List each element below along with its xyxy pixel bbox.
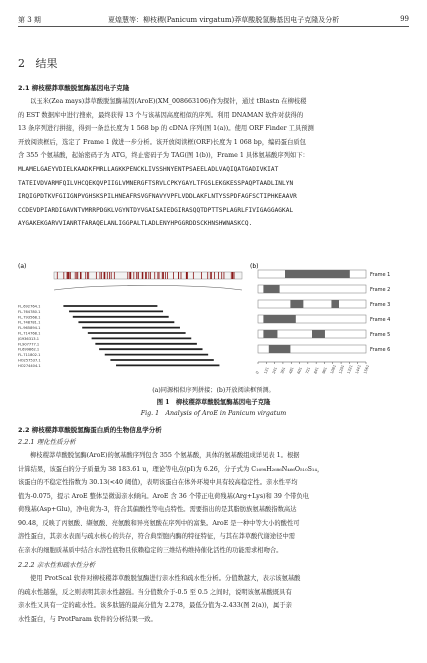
coverage-mark	[211, 272, 212, 279]
tick-label: 481	[288, 366, 295, 375]
coverage-mark	[165, 272, 166, 279]
coverage-mark	[148, 272, 149, 279]
coverage-mark	[100, 272, 101, 279]
coverage-mark	[234, 272, 235, 279]
coverage-mark	[107, 272, 108, 279]
coverage-mark	[87, 272, 88, 279]
subsection-2-2-1-title: 2.2.1 理化性质分析	[18, 438, 76, 446]
frame-label: Frame 3	[370, 302, 391, 308]
orf-block	[269, 345, 291, 353]
coverage-mark	[221, 272, 222, 279]
coverage-mark	[104, 272, 105, 279]
section-heading	[18, 55, 58, 71]
orf-block	[285, 270, 350, 278]
amino-acid-sequence	[18, 163, 409, 231]
issue-number: 第 3 期	[18, 16, 41, 24]
coverage-mark	[109, 272, 110, 279]
coverage-mark	[224, 272, 225, 279]
coverage-mark	[162, 272, 163, 279]
tick-label: 1201	[338, 364, 346, 375]
est-label: FL.714768.1	[18, 331, 41, 336]
text-line: 在亲水的细胞质基质中结合水溶性底物且依赖稳定的三维结构维持催化活性的功能需求相吻合。	[18, 546, 283, 554]
coverage-mark	[210, 272, 211, 279]
coverage-mark	[76, 272, 77, 279]
frame-label: Frame 1	[370, 272, 391, 278]
text-line: 值为-0.075，提示 AroE 整体呈微弱亲水倾向。AroE 含 36 个带正电荷残基(Arg+Lys)和 39 个带负电	[18, 492, 310, 500]
coverage-mark	[96, 272, 97, 279]
page-number: 99	[400, 15, 409, 23]
running-title: 夏煌慧等：柳枝稷(Panicum virgatum)莽草酸脱氢酶基因电子克隆及分析	[108, 16, 340, 24]
subsection-2-2-title: 2.2 柳枝稷莽草酸脱氢酶蛋白质的生物信息学分析	[18, 426, 162, 434]
coverage-mark	[68, 272, 69, 279]
coverage-mark	[77, 272, 78, 279]
text-line: 计算结果，该蛋白的分子质量为 38 183.61 u，理论等电点(pI)为 6.26，分子式为 C₁₆₉₈H₂₆₈₆N₄₆₆O₅₁₀S₁₄，	[18, 465, 324, 473]
figure-caption-cn: 图 1 柳枝稷莽草酸脱氢酶基因电子克隆	[156, 399, 271, 406]
tick-label: 1321	[346, 364, 354, 375]
consensus-curve	[54, 286, 242, 291]
est-label: FL.692764.1	[18, 304, 41, 309]
text-line: 90.48，反映了丙氨酸、缬氨酸、亮氨酸和异亮氨酸在序列中的富集。AroE 是一种中等大小的酸性可	[18, 519, 300, 527]
frame-label: Frame 2	[370, 287, 391, 293]
coverage-mark	[232, 272, 233, 279]
text-line: 该蛋白的不稳定性指数为 30.13(<40 阈值)，表明该蛋白在体外环境中具有较高稳定性。亲水性平均	[18, 479, 298, 486]
coverage-mark	[75, 272, 76, 279]
coverage-mark	[127, 272, 128, 279]
text-line: 含 355 个氨基酸，起始密码子为 ATG，终止密码子为 TAG(图 1(b))，Frame 1 具体氨基酸序列如下：	[18, 152, 309, 159]
coverage-mark	[214, 272, 215, 279]
text-line: 的 EST 数据库中进行搜索，最终获得 13 个与该基因高度相似的序列。利用 DNAMAN 软件对获得的	[18, 111, 304, 119]
sequence-line: AYGAKEKGARVVIANRTFARAQELANLIGGPALTLADLENYHPGGRDDSCKHNSHWNASKCQ.	[18, 220, 253, 227]
coverage-mark	[154, 272, 155, 279]
coverage-mark	[178, 272, 179, 279]
orf-block	[263, 285, 279, 293]
figure-1	[18, 260, 409, 382]
tick-label: 361	[280, 366, 287, 375]
est-label: HO274404.1	[18, 363, 41, 368]
tick-label: 241	[271, 366, 278, 375]
frame-track	[258, 300, 366, 308]
coverage-mark	[130, 272, 131, 279]
orf-block	[290, 300, 303, 308]
tick-label: 1081	[329, 364, 337, 375]
orf-block	[312, 330, 325, 338]
subsection-2-2-2-title: 2.2.2 亲水性和疏水性分析	[18, 561, 96, 569]
tick-label: 721	[305, 366, 312, 375]
orf-block	[263, 315, 295, 323]
coverage-mark	[57, 272, 58, 279]
panel-a-alignment	[18, 272, 242, 368]
coverage-mark	[201, 272, 202, 279]
orf-block	[263, 330, 277, 338]
running-header	[18, 13, 409, 27]
coverage-mark	[101, 272, 102, 279]
sequence-line: CCDEVDPIARDIGAVNTVMRRPDGKLVGYNTDYVGAISAIEDGIRASQQTDPTTSPLAGRLFIVIGAGGAGKAL	[18, 206, 294, 214]
coverage-mark	[69, 272, 70, 279]
text-line: 水性蛋白，与 ProtParam 软件的分析结果一致。	[18, 615, 157, 623]
coverage-mark	[142, 272, 143, 279]
coverage-mark	[88, 272, 89, 279]
text-line: 溶性蛋白，其亲水表面与疏水核心的共存，符合典型胞内酶的特征特征，与其在莽草酸代谢途径中需	[18, 533, 296, 540]
coverage-mark	[85, 272, 86, 279]
coverage-mark	[163, 272, 164, 279]
coverage-mark	[181, 272, 182, 279]
subsection-2-1-title: 2.1 柳枝稷莽草酸脱氢酶基因电子克隆	[18, 84, 130, 92]
est-label: FL.711802.1	[18, 353, 41, 358]
tick-label: 601	[296, 366, 303, 375]
coverage-mark	[104, 272, 105, 279]
coverage-mark	[67, 272, 68, 279]
tick-label: 121	[263, 366, 270, 375]
figure-caption-en: Fig. 1 Analysis of AroE in Panicum virgatum	[140, 410, 287, 417]
tick-label: 1561	[363, 364, 371, 375]
coverage-mark	[136, 272, 137, 279]
est-label: FL.965894.1	[18, 326, 41, 331]
est-label: FL.764780.1	[18, 309, 41, 314]
text-line: 13 条序列进行拼接，得到一条总长度为 1 568 bp 的 cDNA 序列(图 1(a))。使用 ORF Finder 工具预测	[18, 125, 314, 132]
coverage-mark	[150, 272, 151, 279]
coverage-mark	[145, 272, 146, 279]
sequence-line: IRQIGPDTKVFGIIGNPVGHSKSPILHNEAFRSVGFNAVYVPFLVDDLAKFLNTYSSPDFAGFSCTIPHKEAAVR	[18, 193, 297, 200]
est-label: FL907777.1	[18, 342, 40, 347]
text-line: 使用 ProtScal 软件对柳枝稷莽草酸脱氢酶进行亲水性和疏水性分析。分值数越大，表示该氨基酸	[30, 575, 301, 582]
coverage-mark	[231, 272, 232, 279]
section-title: 结果	[35, 57, 58, 70]
coverage-mark	[157, 272, 158, 279]
est-label: HO257537.1	[18, 358, 41, 363]
para-2-1	[18, 95, 409, 163]
text-line: 开放阅读框后，选定了 Frame 1 做进一步分析。该开放阅读框(ORF)长度为 1 068 bp，编码蛋白质包	[18, 138, 306, 146]
tick-label: 0	[255, 370, 260, 375]
coverage-mark	[218, 272, 219, 279]
coverage-mark	[167, 272, 168, 279]
est-label: FL.748781.1	[18, 320, 41, 325]
coverage-mark	[193, 272, 194, 279]
panel-b-frames	[255, 270, 390, 374]
coverage-mark	[81, 272, 82, 279]
frame-label: Frame 6	[370, 347, 391, 353]
coverage-mark	[70, 272, 71, 279]
tick-label: 1441	[354, 364, 362, 375]
coverage-bar	[54, 272, 242, 279]
frame-label: Frame 5	[370, 332, 391, 338]
text-line: 以玉米(Zea mays)莽草酸脱氢酶基因(AroE)(XM_008663106)作为探针，通过 tBlastn 在柳枝稷	[30, 98, 307, 105]
est-label: FL699862.1	[18, 347, 40, 352]
para-2-2-1	[18, 449, 409, 557]
coverage-mark	[173, 272, 174, 279]
figure-subcaption: (a)同源相似序列拼接；(b)开放阅读框预测。	[152, 387, 275, 394]
text-line: 亲水性又具有一定的疏水性。该多肽链的最高分值为 2.278，最低分值为-2.433(图 2(a))，属于亲	[18, 602, 292, 609]
sequence-line: MLAMELGAEYVDIELKAADKFMRLLAGKKPENCKLIVSSHNYENTPSAEELADLVAQIQATGADIVKIAT	[18, 166, 279, 173]
coverage-mark	[111, 272, 112, 279]
tick-label: 841	[313, 366, 320, 375]
coverage-mark	[186, 272, 187, 279]
figure-1-graphic	[18, 260, 409, 382]
panel-b-label: (b)	[250, 263, 259, 270]
para-2-2-2	[18, 572, 409, 626]
coverage-mark	[138, 272, 139, 279]
est-label: JG936313.1	[18, 336, 39, 341]
text-line: 柳枝稷莽草酸脱氢酶(AroE)的氨基酸序列包含 355 个氨基酸，具体的氨基酸组成详见表 1。根据	[30, 452, 300, 459]
coverage-mark	[114, 272, 115, 279]
coverage-mark	[207, 272, 208, 279]
section-number: 2	[18, 57, 25, 70]
coverage-mark	[146, 272, 147, 279]
sequence-line: TATEIVDVARMFQILVHCQEKQVPIIGLVMNERGFTSRVLCPKYGAYLTFGSLEKGKESSPAQPTAADLINLYN	[18, 179, 294, 187]
coverage-mark	[63, 272, 64, 279]
text-line: 的疏水性越强，反之则表明其亲水性越强。当分值数介于-0.5 至 0.5 之间时，说明该氨基酸既具有	[18, 588, 292, 596]
panel-a-label: (a)	[18, 263, 27, 270]
orf-block	[331, 300, 339, 308]
frame-label: Frame 4	[370, 317, 391, 323]
text-line: 荷残基(Asp+Glu)，净电荷为-3，符合其偏酸性等电点特性。需要指出的是其脂肪族氨基酸指数高达	[18, 506, 297, 513]
coverage-mark	[133, 272, 134, 279]
tick-label: 961	[321, 366, 328, 375]
coverage-mark	[187, 272, 188, 279]
est-label: FL.793568.1	[18, 315, 41, 320]
coverage-mark	[159, 272, 160, 279]
